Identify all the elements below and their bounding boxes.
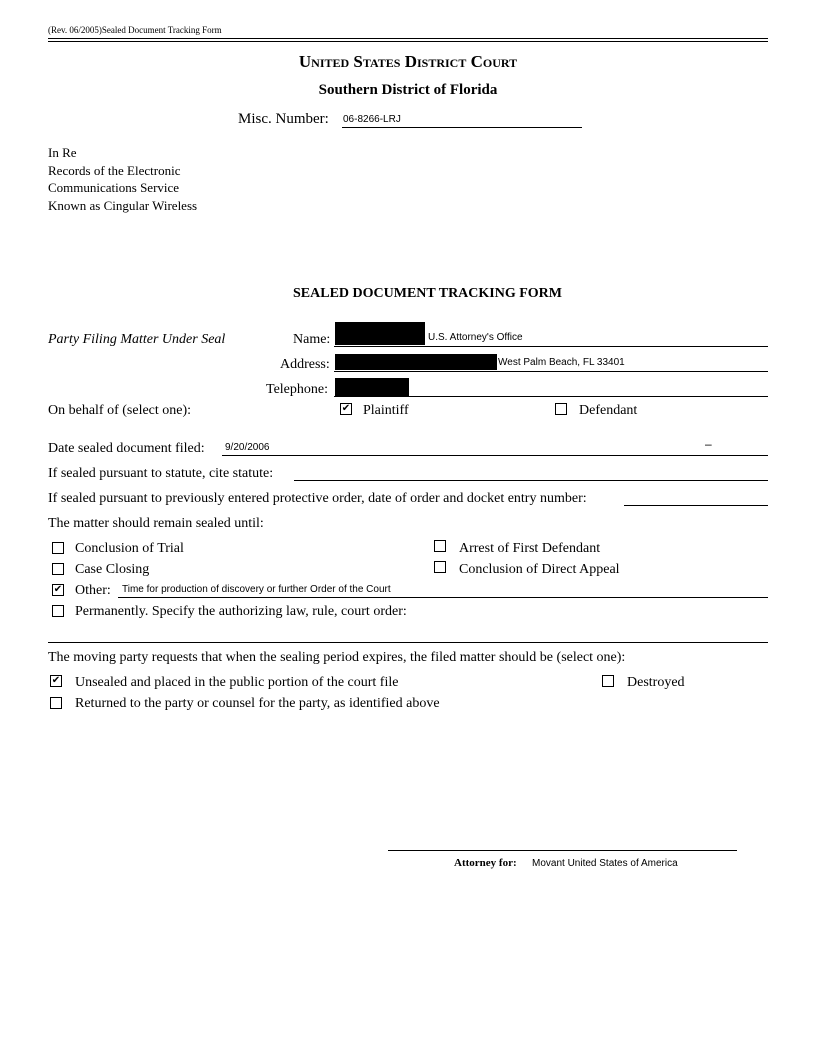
form-title: SEALED DOCUMENT TRACKING FORM bbox=[293, 286, 563, 301]
address-value[interactable]: West Palm Beach, FL 33401 bbox=[498, 357, 625, 368]
check-icon: ✔ bbox=[341, 403, 351, 414]
redaction-block bbox=[335, 322, 425, 345]
party-section-label: Party Filing Matter Under Seal bbox=[48, 332, 226, 347]
defendant-label: Defendant bbox=[579, 403, 638, 418]
arrest-first-defendant-label: Arrest of First Defendant bbox=[459, 541, 601, 556]
expiry-request-label: The moving party requests that when the sealing period expires, the filed matter should be (select one): bbox=[48, 650, 626, 665]
caption-line: Communications Service bbox=[48, 180, 180, 195]
statute-field[interactable] bbox=[294, 480, 768, 481]
permanently-label: Permanently. Specify the authorizing law, rule, court order: bbox=[75, 604, 407, 619]
authorizing-law-field[interactable] bbox=[48, 642, 768, 643]
caption-line: Records of the Electronic bbox=[48, 163, 181, 178]
header-rule-bottom bbox=[48, 41, 768, 42]
name-underline bbox=[334, 346, 768, 347]
other-checkbox[interactable] bbox=[52, 584, 64, 596]
address-label: Address: bbox=[280, 357, 330, 372]
date-filed-underline bbox=[222, 455, 768, 456]
direct-appeal-label: Conclusion of Direct Appeal bbox=[459, 562, 620, 577]
defendant-checkbox[interactable] bbox=[555, 403, 567, 415]
case-closing-label: Case Closing bbox=[75, 562, 150, 577]
case-closing-checkbox[interactable] bbox=[52, 563, 64, 575]
permanently-checkbox[interactable] bbox=[52, 605, 64, 617]
address-underline bbox=[334, 371, 768, 372]
signature-line[interactable] bbox=[388, 850, 737, 851]
returned-label: Returned to the party or counsel for the party, as identified above bbox=[75, 696, 440, 711]
conclusion-of-trial-checkbox[interactable] bbox=[52, 542, 64, 554]
remain-sealed-label: The matter should remain sealed until: bbox=[48, 516, 264, 531]
header-rule-top bbox=[48, 38, 768, 39]
name-label: Name: bbox=[293, 332, 331, 347]
telephone-label: Telephone: bbox=[266, 382, 328, 397]
statute-label: If sealed pursuant to statute, cite statute: bbox=[48, 466, 274, 481]
other-label: Other: bbox=[75, 583, 111, 598]
returned-checkbox[interactable] bbox=[50, 697, 62, 709]
protective-order-field[interactable] bbox=[624, 505, 768, 506]
unsealed-checkbox[interactable] bbox=[50, 675, 62, 687]
direct-appeal-checkbox[interactable] bbox=[434, 561, 446, 573]
protective-order-label: If sealed pursuant to previously entered protective order, date of order and docket entry number: bbox=[48, 491, 587, 506]
date-filed-value[interactable]: 9/20/2006 bbox=[225, 442, 270, 453]
attorney-for-value[interactable]: Movant United States of America bbox=[532, 858, 678, 869]
misc-number-underline bbox=[342, 127, 582, 128]
district-title: Southern District of Florida bbox=[318, 82, 498, 98]
other-underline bbox=[118, 597, 768, 598]
plaintiff-checkbox[interactable] bbox=[340, 403, 352, 415]
dash-mark: – bbox=[705, 437, 712, 451]
name-value[interactable]: U.S. Attorney's Office bbox=[428, 332, 523, 343]
destroyed-checkbox[interactable] bbox=[602, 675, 614, 687]
court-title: United States District Court bbox=[298, 52, 518, 71]
caption-line: Known as Cingular Wireless bbox=[48, 198, 198, 213]
redaction-block bbox=[335, 378, 409, 396]
check-icon: ✔ bbox=[51, 675, 61, 686]
redaction-block bbox=[335, 354, 497, 370]
misc-number-label: Misc. Number: bbox=[238, 111, 329, 127]
conclusion-of-trial-label: Conclusion of Trial bbox=[75, 541, 184, 556]
revision-note: (Rev. 06/2005)Sealed Document Tracking Form bbox=[48, 25, 222, 35]
plaintiff-label: Plaintiff bbox=[363, 403, 409, 418]
attorney-for-label: Attorney for: bbox=[454, 857, 517, 869]
on-behalf-label: On behalf of (select one): bbox=[48, 403, 192, 418]
misc-number-value[interactable]: 06-8266-LRJ bbox=[343, 114, 401, 125]
unsealed-label: Unsealed and placed in the public portion of the court file bbox=[75, 675, 399, 690]
date-filed-label: Date sealed document filed: bbox=[48, 441, 205, 456]
destroyed-label: Destroyed bbox=[627, 675, 685, 690]
arrest-first-defendant-checkbox[interactable] bbox=[434, 540, 446, 552]
telephone-underline bbox=[334, 396, 768, 397]
check-icon: ✔ bbox=[53, 584, 63, 595]
other-value[interactable]: Time for production of discovery or further Order of the Court bbox=[122, 584, 391, 595]
caption-line: In Re bbox=[48, 145, 77, 160]
